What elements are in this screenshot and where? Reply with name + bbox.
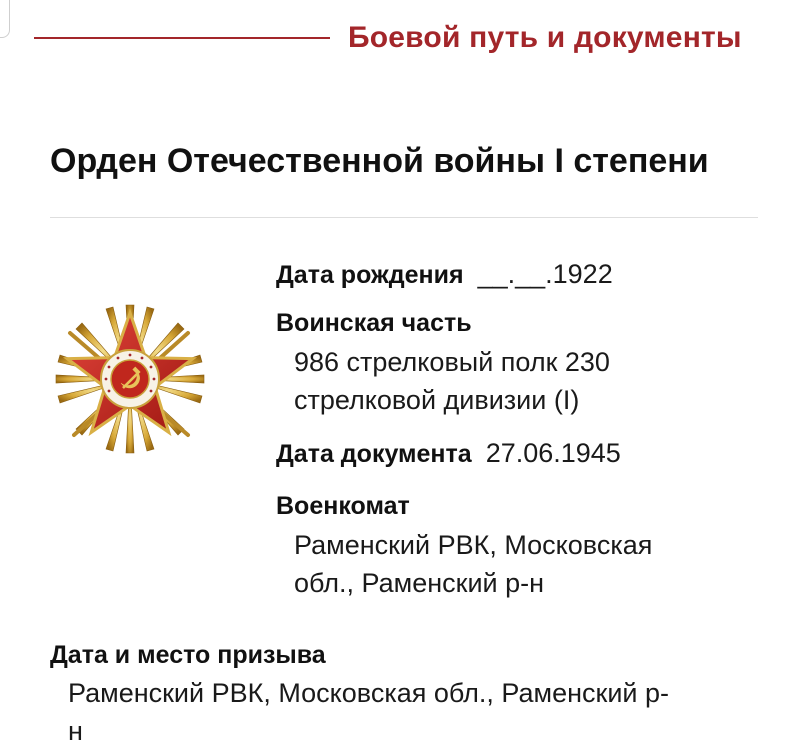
birth-date-label: Дата рождения xyxy=(276,261,464,289)
birth-date-row xyxy=(276,252,776,297)
document-date-value: 27.06.1945 xyxy=(485,438,621,468)
commissariat-label: Военкомат xyxy=(276,492,410,520)
commissariat-row xyxy=(276,486,776,602)
conscription-label: Дата и место призыва xyxy=(50,641,326,669)
section-title: Боевой путь и документы xyxy=(348,21,742,54)
award-title: Орден Отечественной войны I степени xyxy=(50,142,709,180)
military-unit-value: 986 стрелковый полк 230 стрелковой дивизии (I) xyxy=(294,347,610,415)
award-details xyxy=(276,252,776,602)
divider xyxy=(50,217,758,218)
commissariat-value: Раменский РВК, Московская обл., Раменский р-н xyxy=(294,530,653,598)
conscription-value: Раменский РВК, Московская обл., Раменский р-н xyxy=(68,678,670,746)
document-date-label: Дата документа xyxy=(276,440,472,468)
section-rule xyxy=(34,37,330,39)
corner-tab[interactable] xyxy=(0,0,10,38)
birth-date-value: __.__.1922 xyxy=(477,259,613,289)
conscription-row xyxy=(50,636,710,750)
order-patriotic-war-icon xyxy=(50,296,210,462)
document-date-row xyxy=(276,431,776,476)
military-unit-label: Воинская часть xyxy=(276,309,472,337)
military-unit-row xyxy=(276,303,776,419)
section-header xyxy=(34,18,776,58)
